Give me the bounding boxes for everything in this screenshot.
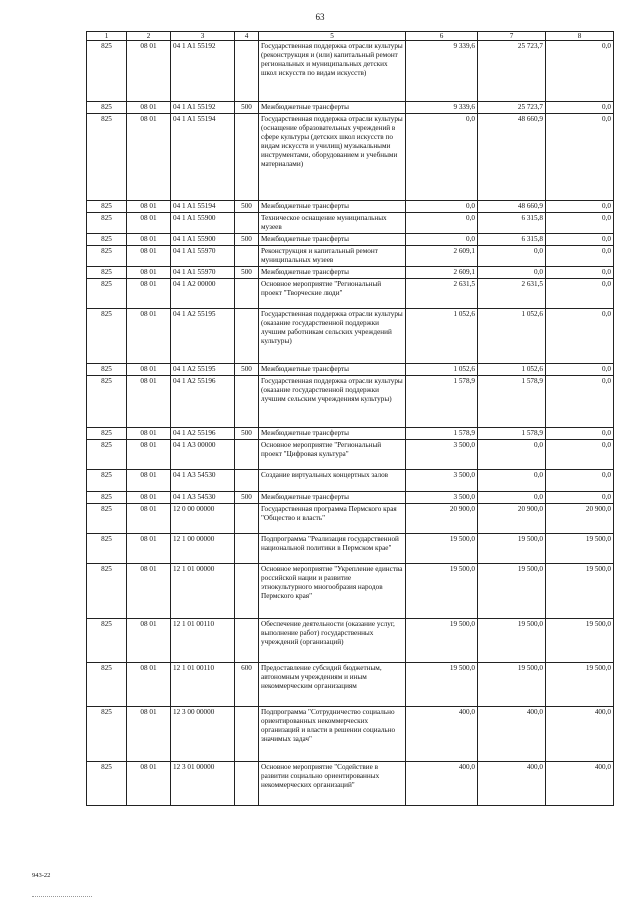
cell-amount-year2: 1 578,9 <box>478 428 546 440</box>
cell-admin-code: 825 <box>87 364 127 376</box>
table-row <box>87 564 614 619</box>
table-row <box>87 364 614 376</box>
cell-amount-year1: 1 578,9 <box>406 376 478 428</box>
cell-expense-type <box>235 114 259 201</box>
cell-amount-year3: 19 500,0 <box>546 619 614 663</box>
cell-amount-year3: 0,0 <box>546 428 614 440</box>
cell-amount-year3: 0,0 <box>546 279 614 309</box>
table-row <box>87 707 614 762</box>
cell-section-code: 08 01 <box>127 201 171 213</box>
cell-amount-year2: 1 578,9 <box>478 376 546 428</box>
cell-amount-year2: 0,0 <box>478 267 546 279</box>
cell-section-code: 08 01 <box>127 619 171 663</box>
cell-admin-code: 825 <box>87 376 127 428</box>
cell-admin-code: 825 <box>87 619 127 663</box>
cell-target-code: 12 1 01 00110 <box>171 619 235 663</box>
cell-amount-year2: 1 052,6 <box>478 309 546 364</box>
cell-description: Предоставление субсидий бюджетным, автономным учреждениям и иным некоммерческим организациям <box>259 663 406 707</box>
cell-description: Межбюджетные трансферты <box>259 102 406 114</box>
page-number: 63 <box>315 12 325 22</box>
cell-amount-year3: 20 900,0 <box>546 504 614 534</box>
column-header: 2 <box>127 32 171 41</box>
cell-admin-code: 825 <box>87 309 127 364</box>
cell-admin-code: 825 <box>87 279 127 309</box>
cell-section-code: 08 01 <box>127 41 171 102</box>
cell-target-code: 04 1 A2 55195 <box>171 309 235 364</box>
column-header: 1 <box>87 32 127 41</box>
cell-admin-code: 825 <box>87 102 127 114</box>
cell-amount-year2: 0,0 <box>478 246 546 267</box>
cell-amount-year1: 3 500,0 <box>406 470 478 492</box>
cell-description: Межбюджетные трансферты <box>259 428 406 440</box>
table-row <box>87 102 614 114</box>
cell-amount-year3: 0,0 <box>546 470 614 492</box>
cell-amount-year1: 2 609,1 <box>406 246 478 267</box>
cell-expense-type <box>235 279 259 309</box>
cell-amount-year3: 0,0 <box>546 492 614 504</box>
cell-section-code: 08 01 <box>127 279 171 309</box>
cell-target-code: 04 1 A1 55970 <box>171 267 235 279</box>
budget-table <box>86 31 614 806</box>
table-row <box>87 309 614 364</box>
column-header: 7 <box>478 32 546 41</box>
cell-description: Техническое оснащение муниципальных музеев <box>259 213 406 234</box>
cell-amount-year1: 400,0 <box>406 707 478 762</box>
cell-target-code: 04 1 A3 54530 <box>171 470 235 492</box>
cell-amount-year1: 2 609,1 <box>406 267 478 279</box>
cell-expense-type <box>235 246 259 267</box>
cell-amount-year1: 1 052,6 <box>406 309 478 364</box>
cell-section-code: 08 01 <box>127 114 171 201</box>
cell-expense-type <box>235 41 259 102</box>
table-row <box>87 428 614 440</box>
cell-description: Государственная программа Пермского края "Общество и власть" <box>259 504 406 534</box>
column-header: 3 <box>171 32 235 41</box>
table-row <box>87 762 614 806</box>
cell-admin-code: 825 <box>87 440 127 470</box>
cell-admin-code: 825 <box>87 762 127 806</box>
cell-expense-type <box>235 619 259 663</box>
table-row <box>87 267 614 279</box>
cell-section-code: 08 01 <box>127 440 171 470</box>
table-row <box>87 619 614 663</box>
cell-description: Основное мероприятие "Региональный проект "Цифровая культура" <box>259 440 406 470</box>
cell-admin-code: 825 <box>87 564 127 619</box>
cell-section-code: 08 01 <box>127 267 171 279</box>
cell-amount-year3: 400,0 <box>546 707 614 762</box>
cell-target-code: 04 1 A1 55194 <box>171 114 235 201</box>
cell-description: Государственная поддержка отрасли культуры (оказание государственной поддержки лучшим сельским учреждениям культуры) <box>259 376 406 428</box>
cell-description: Основное мероприятие "Содействие в развитии социально ориентированных некоммерческих организаций" <box>259 762 406 806</box>
cell-target-code: 04 1 A1 55900 <box>171 213 235 234</box>
cell-target-code: 12 1 00 00000 <box>171 534 235 564</box>
cell-section-code: 08 01 <box>127 246 171 267</box>
cell-admin-code: 825 <box>87 492 127 504</box>
cell-expense-type <box>235 762 259 806</box>
cell-description: Государственная поддержка отрасли культуры (оснащение образовательных учреждений в сфере культуры (детских школ искусств по видам искусств и училищ) музыкальными инструментами, оборудованием и учебными материалами) <box>259 114 406 201</box>
cell-target-code: 04 1 A1 55192 <box>171 41 235 102</box>
cell-admin-code: 825 <box>87 114 127 201</box>
cell-section-code: 08 01 <box>127 663 171 707</box>
table-row <box>87 663 614 707</box>
cell-amount-year1: 3 500,0 <box>406 492 478 504</box>
cell-target-code: 12 0 00 00000 <box>171 504 235 534</box>
table-row <box>87 470 614 492</box>
cell-amount-year2: 19 500,0 <box>478 663 546 707</box>
cell-target-code: 04 1 A1 55192 <box>171 102 235 114</box>
cell-amount-year2: 25 723,7 <box>478 102 546 114</box>
table-row <box>87 279 614 309</box>
cell-amount-year1: 9 339,6 <box>406 41 478 102</box>
cell-amount-year1: 1 052,6 <box>406 364 478 376</box>
cell-expense-type <box>235 707 259 762</box>
cell-amount-year3: 0,0 <box>546 234 614 246</box>
cell-amount-year1: 0,0 <box>406 201 478 213</box>
cell-admin-code: 825 <box>87 41 127 102</box>
cell-amount-year1: 20 900,0 <box>406 504 478 534</box>
cell-target-code: 12 1 01 00000 <box>171 564 235 619</box>
cell-amount-year2: 400,0 <box>478 762 546 806</box>
cell-admin-code: 825 <box>87 707 127 762</box>
cell-amount-year1: 2 631,5 <box>406 279 478 309</box>
cell-description: Государственная поддержка отрасли культуры (реконструкция и (или) капитальный ремонт региональных и муниципальных детских школ искусств по видам искусств) <box>259 41 406 102</box>
cell-amount-year3: 19 500,0 <box>546 564 614 619</box>
cell-description: Обеспечение деятельности (оказание услуг, выполнение работ) государственных учреждений (организаций) <box>259 619 406 663</box>
cell-description: Государственная поддержка отрасли культуры (оказание государственной поддержки лучшим работникам сельских учреждений культуры) <box>259 309 406 364</box>
cell-amount-year2: 6 315,8 <box>478 234 546 246</box>
cell-section-code: 08 01 <box>127 534 171 564</box>
cell-admin-code: 825 <box>87 428 127 440</box>
cell-amount-year1: 3 500,0 <box>406 440 478 470</box>
cell-description: Основное мероприятие "Укрепление единства российской нации и развитие этнокультурного многообразия народов Пермского края" <box>259 564 406 619</box>
cell-amount-year2: 6 315,8 <box>478 213 546 234</box>
cell-amount-year2: 19 500,0 <box>478 564 546 619</box>
cell-expense-type <box>235 470 259 492</box>
cell-description: Межбюджетные трансферты <box>259 492 406 504</box>
table-row <box>87 534 614 564</box>
cell-amount-year3: 0,0 <box>546 376 614 428</box>
cell-amount-year2: 0,0 <box>478 492 546 504</box>
cell-admin-code: 825 <box>87 246 127 267</box>
table-row <box>87 213 614 234</box>
cell-amount-year3: 0,0 <box>546 364 614 376</box>
table-row <box>87 492 614 504</box>
table-row <box>87 41 614 102</box>
cell-target-code: 04 1 A1 55970 <box>171 246 235 267</box>
cell-description: Межбюджетные трансферты <box>259 234 406 246</box>
column-header: 6 <box>406 32 478 41</box>
cell-expense-type: 500 <box>235 267 259 279</box>
cell-expense-type <box>235 440 259 470</box>
cell-amount-year3: 400,0 <box>546 762 614 806</box>
cell-description: Создание виртуальных концертных залов <box>259 470 406 492</box>
cell-amount-year2: 0,0 <box>478 470 546 492</box>
cell-target-code: 12 3 01 00000 <box>171 762 235 806</box>
cell-amount-year3: 0,0 <box>546 309 614 364</box>
table-row <box>87 440 614 470</box>
cell-expense-type: 500 <box>235 201 259 213</box>
cell-amount-year1: 19 500,0 <box>406 564 478 619</box>
cell-target-code: 12 3 00 00000 <box>171 707 235 762</box>
cell-expense-type: 500 <box>235 364 259 376</box>
cell-amount-year2: 25 723,7 <box>478 41 546 102</box>
cell-target-code: 04 1 A3 54530 <box>171 492 235 504</box>
cell-expense-type: 500 <box>235 234 259 246</box>
table-header-row <box>87 32 614 41</box>
cell-amount-year3: 0,0 <box>546 213 614 234</box>
cell-section-code: 08 01 <box>127 470 171 492</box>
cell-amount-year3: 19 500,0 <box>546 534 614 564</box>
cell-expense-type <box>235 504 259 534</box>
cell-amount-year2: 48 660,9 <box>478 201 546 213</box>
cell-expense-type: 500 <box>235 102 259 114</box>
cell-target-code: 04 1 A2 00000 <box>171 279 235 309</box>
cell-admin-code: 825 <box>87 534 127 564</box>
cell-amount-year3: 0,0 <box>546 102 614 114</box>
cell-section-code: 08 01 <box>127 492 171 504</box>
cell-amount-year2: 2 631,5 <box>478 279 546 309</box>
cell-target-code: 04 1 A1 55194 <box>171 201 235 213</box>
cell-expense-type <box>235 376 259 428</box>
cell-amount-year1: 19 500,0 <box>406 534 478 564</box>
cell-section-code: 08 01 <box>127 762 171 806</box>
cell-section-code: 08 01 <box>127 309 171 364</box>
table-row <box>87 114 614 201</box>
cell-target-code: 04 1 A1 55900 <box>171 234 235 246</box>
cell-amount-year3: 0,0 <box>546 246 614 267</box>
cell-amount-year2: 48 660,9 <box>478 114 546 201</box>
cell-expense-type <box>235 534 259 564</box>
cell-amount-year2: 400,0 <box>478 707 546 762</box>
cell-description: Основное мероприятие "Региональный проект "Творческие люди" <box>259 279 406 309</box>
cell-admin-code: 825 <box>87 213 127 234</box>
cell-expense-type <box>235 564 259 619</box>
cell-admin-code: 825 <box>87 504 127 534</box>
table-row <box>87 376 614 428</box>
cell-section-code: 08 01 <box>127 504 171 534</box>
cell-section-code: 08 01 <box>127 564 171 619</box>
cell-section-code: 08 01 <box>127 234 171 246</box>
column-header: 5 <box>259 32 406 41</box>
table-row <box>87 246 614 267</box>
cell-section-code: 08 01 <box>127 428 171 440</box>
table-row <box>87 234 614 246</box>
cell-amount-year1: 9 339,6 <box>406 102 478 114</box>
cell-amount-year2: 19 500,0 <box>478 619 546 663</box>
cell-amount-year1: 19 500,0 <box>406 619 478 663</box>
cell-amount-year1: 0,0 <box>406 234 478 246</box>
cell-description: Подпрограмма "Сотрудничество социально ориентированных некоммерческих организаций и власти в решении социально значимых задач" <box>259 707 406 762</box>
cell-target-code: 12 1 01 00110 <box>171 663 235 707</box>
column-header: 4 <box>235 32 259 41</box>
cell-target-code: 04 1 A3 00000 <box>171 440 235 470</box>
cell-section-code: 08 01 <box>127 707 171 762</box>
cell-expense-type: 500 <box>235 492 259 504</box>
cell-amount-year1: 400,0 <box>406 762 478 806</box>
cell-admin-code: 825 <box>87 470 127 492</box>
column-header: 8 <box>546 32 614 41</box>
cell-section-code: 08 01 <box>127 376 171 428</box>
cell-section-code: 08 01 <box>127 364 171 376</box>
document-code: 943-22 <box>32 872 51 879</box>
cell-admin-code: 825 <box>87 201 127 213</box>
cell-amount-year1: 1 578,9 <box>406 428 478 440</box>
cell-amount-year3: 0,0 <box>546 41 614 102</box>
cell-amount-year3: 19 500,0 <box>546 663 614 707</box>
cell-description: Подпрограмма "Реализация государственной национальной политики в Пермском крае" <box>259 534 406 564</box>
cell-description: Межбюджетные трансферты <box>259 201 406 213</box>
cell-amount-year3: 0,0 <box>546 114 614 201</box>
cell-description: Межбюджетные трансферты <box>259 364 406 376</box>
cell-amount-year2: 0,0 <box>478 440 546 470</box>
cell-amount-year2: 20 900,0 <box>478 504 546 534</box>
cell-amount-year2: 19 500,0 <box>478 534 546 564</box>
cell-section-code: 08 01 <box>127 102 171 114</box>
cell-target-code: 04 1 A2 55195 <box>171 364 235 376</box>
table-row <box>87 504 614 534</box>
cell-target-code: 04 1 A2 55196 <box>171 376 235 428</box>
cell-expense-type: 500 <box>235 428 259 440</box>
cell-expense-type <box>235 213 259 234</box>
cell-description: Межбюджетные трансферты <box>259 267 406 279</box>
table-row <box>87 201 614 213</box>
cell-amount-year1: 0,0 <box>406 213 478 234</box>
footer-divider <box>32 896 92 897</box>
cell-admin-code: 825 <box>87 663 127 707</box>
cell-amount-year1: 19 500,0 <box>406 663 478 707</box>
cell-admin-code: 825 <box>87 234 127 246</box>
cell-amount-year3: 0,0 <box>546 201 614 213</box>
cell-section-code: 08 01 <box>127 213 171 234</box>
cell-amount-year1: 0,0 <box>406 114 478 201</box>
cell-description: Реконструкция и капитальный ремонт муниципальных музеев <box>259 246 406 267</box>
cell-target-code: 04 1 A2 55196 <box>171 428 235 440</box>
cell-expense-type <box>235 309 259 364</box>
cell-amount-year2: 1 052,6 <box>478 364 546 376</box>
cell-amount-year3: 0,0 <box>546 440 614 470</box>
cell-amount-year3: 0,0 <box>546 267 614 279</box>
cell-admin-code: 825 <box>87 267 127 279</box>
cell-expense-type: 600 <box>235 663 259 707</box>
